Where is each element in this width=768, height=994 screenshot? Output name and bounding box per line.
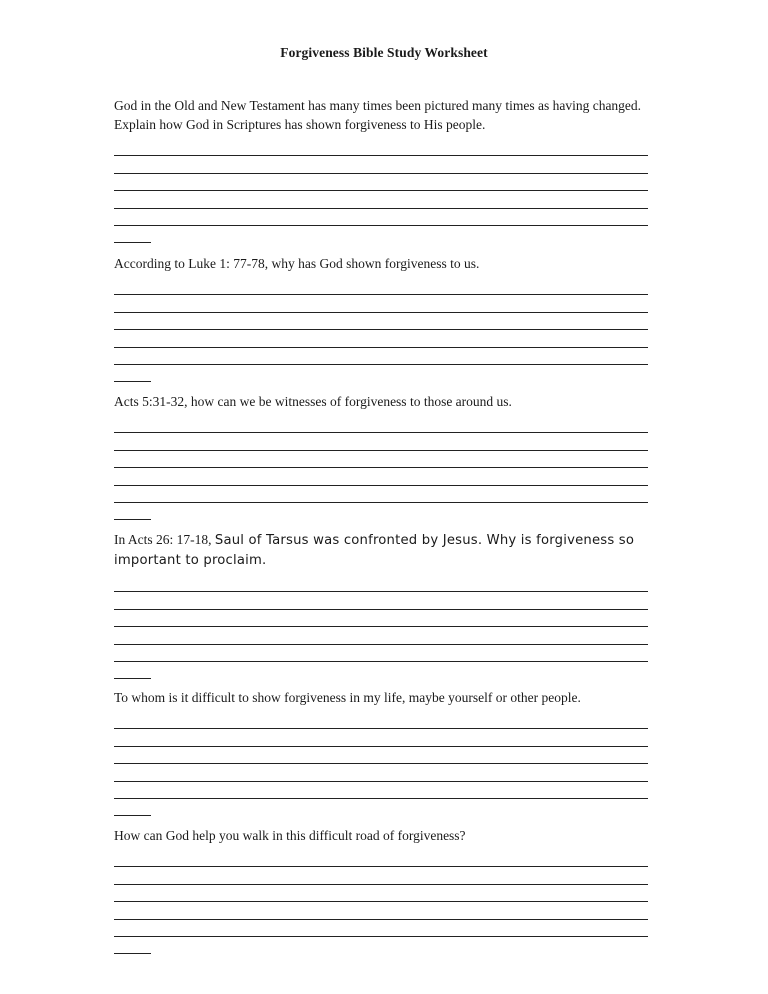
answer-line[interactable] (114, 902, 648, 919)
answer-line[interactable] (114, 468, 648, 485)
question-block (114, 530, 648, 679)
answer-line[interactable] (114, 850, 648, 867)
answer-line[interactable] (114, 782, 648, 799)
question-text (114, 530, 648, 570)
answer-line[interactable] (114, 610, 648, 627)
question-block (114, 392, 648, 520)
answer-line[interactable] (114, 764, 648, 781)
answer-line-end[interactable] (114, 799, 151, 816)
answer-line[interactable] (114, 174, 648, 191)
answer-line[interactable] (114, 330, 648, 347)
answer-line[interactable] (114, 729, 648, 746)
answer-line[interactable] (114, 451, 648, 468)
answer-line[interactable] (114, 295, 648, 312)
answer-line[interactable] (114, 712, 648, 729)
answer-line[interactable] (114, 313, 648, 330)
answer-line-end[interactable] (114, 365, 151, 382)
question-text-sans: Saul of Tarsus was confronted by Jesus. Why is forgiveness so important to proclaim. (114, 533, 635, 568)
answer-line[interactable] (114, 575, 648, 592)
answer-line-end[interactable] (114, 503, 151, 520)
question-text-serif: In Acts 26: 17-18, (114, 532, 215, 547)
answer-line-end[interactable] (114, 226, 151, 243)
question-text: God in the Old and New Testament has many times been pictured many times as having changed. Explain how God in Scriptures has shown forgiveness to His people. (114, 98, 642, 132)
answer-line[interactable] (114, 416, 648, 433)
page-title: Forgiveness Bible Study Worksheet (280, 45, 488, 60)
question-block (114, 688, 648, 816)
question-block (114, 826, 648, 954)
question-block (114, 96, 648, 243)
question-text: To whom is it difficult to show forgiveness in my life, maybe yourself or other people. (114, 690, 581, 705)
question-text: How can God help you walk in this difficult road of forgiveness? (114, 828, 466, 843)
answer-line[interactable] (114, 433, 648, 450)
answer-line[interactable] (114, 592, 648, 609)
question-text: Acts 5:31-32, how can we be witnesses of forgiveness to those around us. (114, 394, 512, 409)
answer-line[interactable] (114, 885, 648, 902)
answer-line-end[interactable] (114, 937, 151, 954)
answer-line[interactable] (114, 867, 648, 884)
answer-line[interactable] (114, 747, 648, 764)
answer-line[interactable] (114, 348, 648, 365)
answer-line[interactable] (114, 191, 648, 208)
answer-line[interactable] (114, 209, 648, 226)
answer-line[interactable] (114, 156, 648, 173)
answer-line[interactable] (114, 627, 648, 644)
answer-line[interactable] (114, 645, 648, 662)
question-text: According to Luke 1: 77-78, why has God shown forgiveness to us. (114, 256, 480, 271)
answer-line[interactable] (114, 278, 648, 295)
question-block (114, 254, 648, 382)
answer-line[interactable] (114, 486, 648, 503)
answer-line-end[interactable] (114, 662, 151, 679)
answer-line[interactable] (114, 920, 648, 937)
answer-line[interactable] (114, 139, 648, 156)
